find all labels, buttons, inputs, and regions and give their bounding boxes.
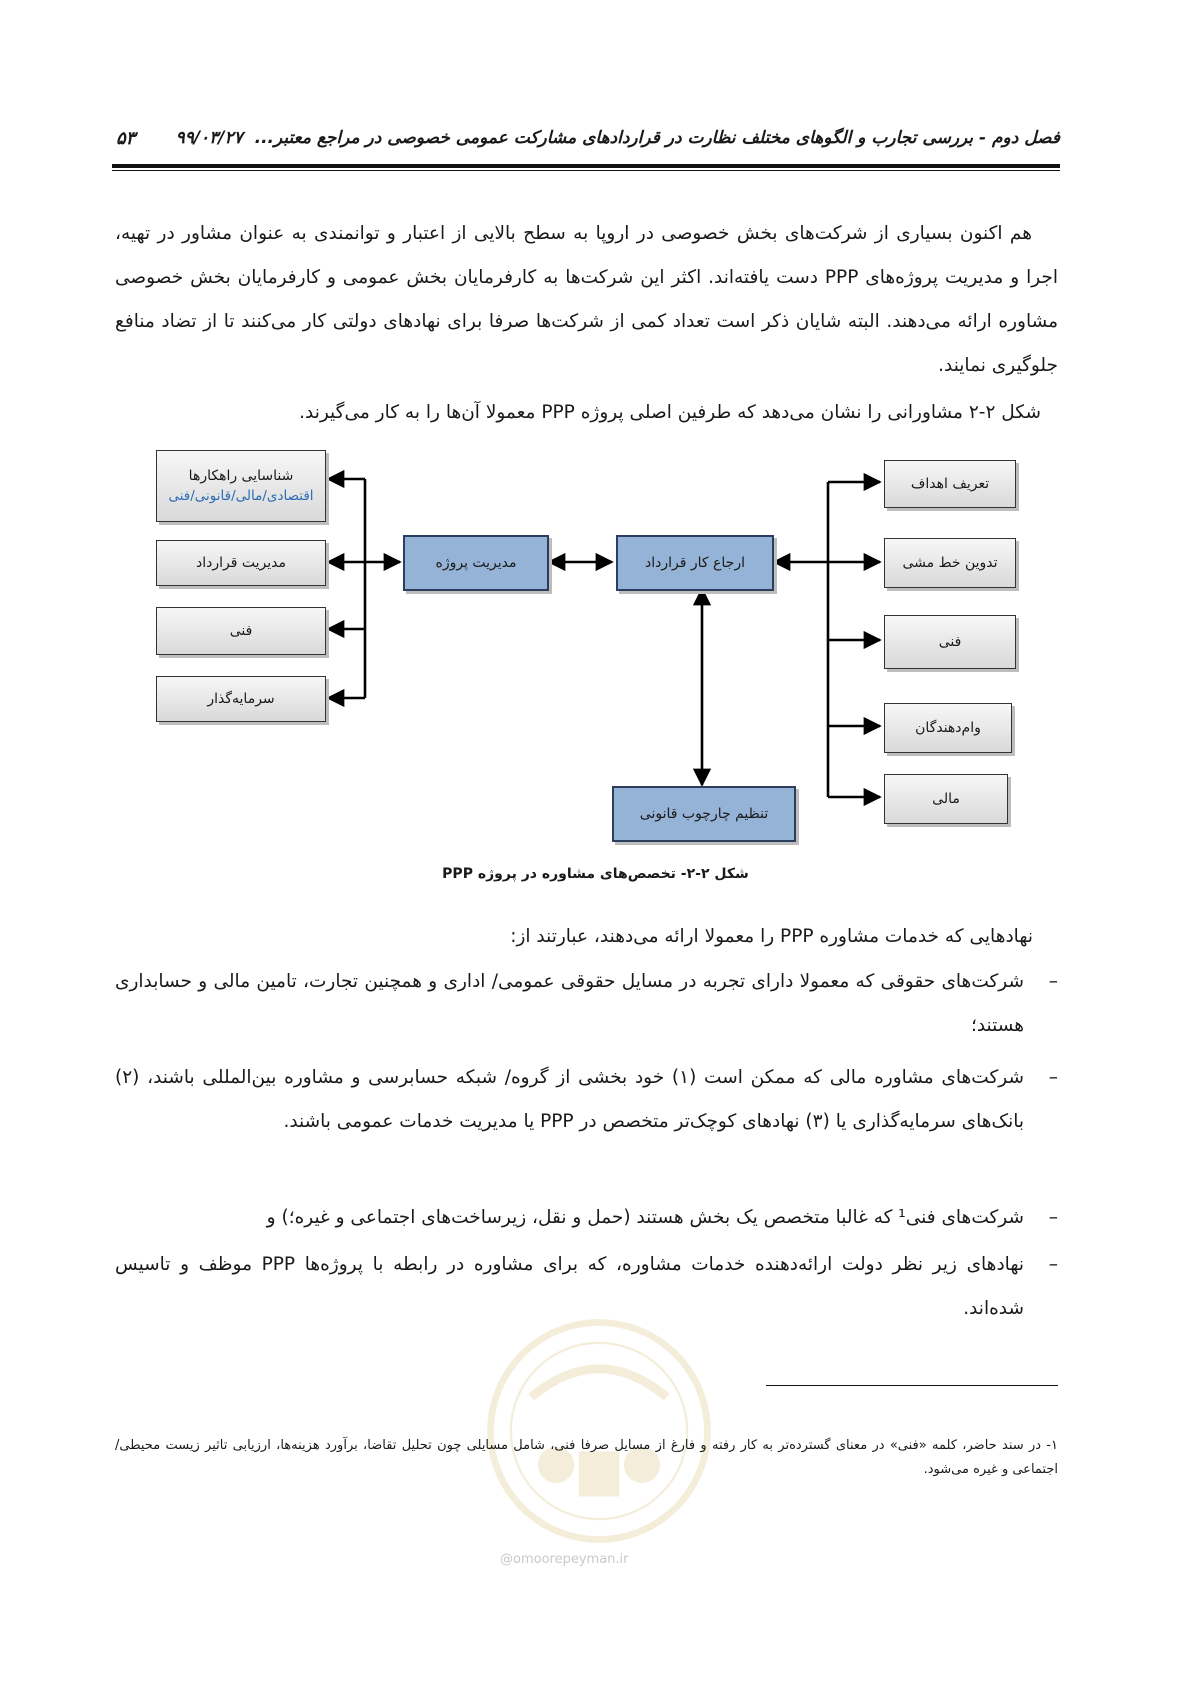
box-project-management — [403, 535, 549, 591]
header-date: ۹۹/۰۳/۲۷ — [175, 128, 243, 148]
box-label: مدیریت پروژه — [435, 555, 517, 571]
box-label: تنظیم چارچوب قانونی — [639, 806, 769, 822]
box-technical-right — [884, 615, 1016, 669]
box-label: تعریف اهداف — [910, 476, 990, 492]
box-contract-award — [616, 535, 774, 591]
box-financial — [884, 774, 1008, 824]
box-technical-left — [156, 607, 326, 655]
box-label: سرمایه‌گذار — [207, 691, 275, 707]
page-number: ۵۳ — [116, 128, 136, 149]
list-lead: نهادهایی که خدمات مشاوره PPP را معمولا ارائه می‌دهند، عبارتند از: — [510, 926, 1033, 947]
box-contract-management — [156, 540, 326, 586]
box-policy-formulation — [884, 538, 1016, 588]
list-item-text: شرکت‌های حقوقی که معمولا دارای تجربه در مسایل حقوقی عمومی/ اداری و همچنین تجارت، تامین مالی و حسابداری هستند؛ — [115, 971, 1024, 1036]
box-investor — [156, 676, 326, 722]
box-label: مالی — [932, 791, 960, 807]
box-label: شناسایی راهکارها — [188, 468, 294, 484]
bullet-dash: – — [1048, 1207, 1058, 1228]
box-label: وام‌دهندگان — [915, 720, 981, 736]
bullet-dash: – — [1048, 1067, 1058, 1088]
box-lenders — [884, 703, 1012, 753]
list-item — [115, 1196, 1058, 1240]
box-label: فنی — [938, 634, 962, 650]
box-identify-solutions — [156, 450, 326, 522]
list-item-text: نهادهای زیر نظر دولت ارائه‌دهنده خدمات مشاوره، که برای مشاوره در رابطه با پروژه‌ها PPP موظف و تاسیس شده‌اند. — [115, 1254, 1024, 1319]
list-item-text: شرکت‌های مشاوره مالی که ممکن است (۱) خود بخشی از گروه/ شبکه حسابرسی و مشاوره بین‌المللی باشند، (۲) بانک‌های سرمایه‌گذاری یا (۳) نهادهای کوچک‌تر متخصص در PPP یا مدیریت خدمات عمومی باشند. — [115, 1067, 1024, 1132]
bullet-dash: – — [1048, 971, 1058, 992]
box-label: تدوین خط مشی — [902, 555, 998, 571]
list-item — [115, 960, 1058, 1048]
list-item-text: شرکت‌های فنی¹ که غالبا متخصص یک بخش هستند (حمل و نقل، زیرساخت‌های اجتماعی و غیره؛) و — [266, 1207, 1024, 1228]
watermark-site: @omoorepeyman.ir — [500, 1552, 629, 1567]
footnote: ۱- در سند حاضر، کلمه «فنی» در معنای گسترده‌تر به کار رفته و فارغ از مسایل صرفا فنی، شامل مسایلی چون تحلیل تقاضا، برآورد هزینه‌ها، ارزیابی تاثیر زیست محیطی/ اجتماعی و غیره می‌شود. — [115, 1438, 1058, 1477]
box-sublabel: اقتصادی/مالی/قانونی/فنی — [168, 488, 314, 504]
box-label: فنی — [229, 623, 253, 639]
footnote-rule — [766, 1385, 1058, 1386]
bullet-dash: – — [1048, 1254, 1058, 1275]
box-define-objectives — [884, 460, 1016, 508]
box-label: مدیریت قرارداد — [196, 555, 286, 571]
list-item — [115, 1056, 1058, 1144]
intro-paragraph: هم اکنون بسیاری از شرکت‌های بخش خصوصی در اروپا به سطح بالایی از اعتبار و توانمندی به عنوان مشاور در تهیه، اجرا و مدیریت پروژه‌های PPP دست یافته‌اند. اکثر این شرکت‌ها به کارفرمایان بخش عمومی و کارفرمایان بخش خصوصی مشاوره ارائه می‌دهند. البته شایان ذکر است تعداد کمی از شرکت‌ها صرفا برای نهادهای دولتی کار می‌کنند تا از تضاد منافع جلوگیری نمایند. — [115, 223, 1058, 376]
figure-reference: شکل ۲-۲ مشاورانی را نشان می‌دهد که طرفین اصلی پروژه PPP معمولا آن‌ها را به کار می‌گیرند. — [299, 402, 1041, 423]
header-title: فصل دوم - بررسی تجارب و الگوهای مختلف نظارت در قراردادهای مشارکت عمومی خصوصی در مراجع معتبر... ۹۹/۰۳/۲۷ — [175, 128, 1060, 148]
figure-caption: شکل ۲-۲- تخصص‌های مشاوره در پروژه PPP — [442, 866, 749, 882]
watermark-logo — [486, 1318, 712, 1544]
box-label: ارجاع کار قرارداد — [645, 555, 745, 571]
box-legal-framework — [612, 786, 796, 842]
